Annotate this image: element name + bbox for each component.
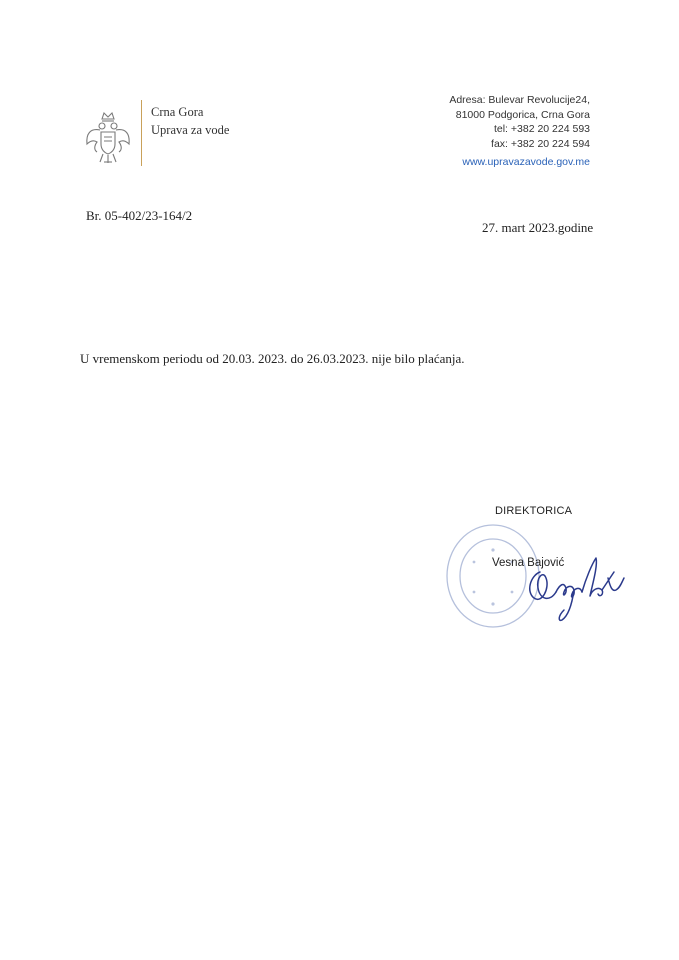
coat-of-arms-icon	[82, 110, 134, 168]
header-divider	[141, 100, 142, 166]
telephone: tel: +382 20 224 593	[493, 123, 590, 135]
fax: fax: +382 20 224 594	[491, 137, 590, 150]
signatory-name: Vesna Bajović	[492, 557, 565, 569]
country-name: Crna Gora	[151, 105, 204, 119]
institution-name: Uprava za vode	[151, 123, 230, 137]
signatory-title: DIREKTORICA	[495, 505, 573, 517]
address-line-2: 81000 Podgorica, Crna Gora	[455, 108, 590, 121]
reference-number: Br. 05-402/23-164/2	[86, 208, 193, 223]
contact-block	[449, 93, 590, 151]
address-line-1: Adresa: Bulevar Revolucije24,	[449, 94, 590, 106]
document-date: 27. mart 2023.godine	[482, 220, 594, 235]
institution-block	[151, 103, 229, 139]
document-body: U vremenskom periodu od 20.03. 2023. do 26.03.2023. nije bilo plaćanja.	[80, 351, 465, 366]
website-link[interactable]: www.upravazavode.gov.me	[462, 156, 590, 168]
handwritten-signature-icon	[512, 548, 628, 624]
